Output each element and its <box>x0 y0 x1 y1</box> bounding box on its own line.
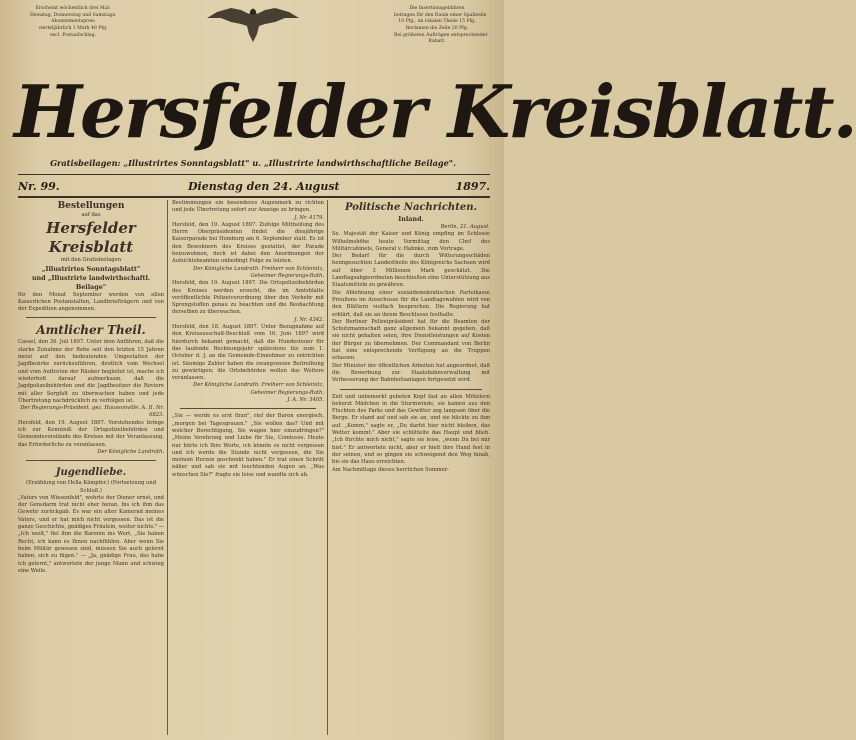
subscription-info-box <box>30 6 116 66</box>
rate-line: Bei größeren Aufträgen entsprechender <box>394 32 488 38</box>
news-text: Se. Majestät der Kaiser und König empfing im Schlosse Wilhelmshöhe heute Vormittag den Chef des Militärcabinets, General v. Hahnke, zum Vortrage. <box>332 231 490 252</box>
issue-year: 1897. <box>455 180 490 193</box>
order-subheading: auf das <box>81 212 101 218</box>
notice-reference: J. Nr. 4179. <box>294 214 324 221</box>
order-text: für den Monat September werden von allen Kaiserlichen Postanstalten, Landbriefträgern und von der Expedition angenommen. <box>18 291 164 313</box>
news-text: Der Bedarf für die durch Witterungsschäden heimgesuchten Landestheile des Königreichs Sachsen wird auf über 3 Millionen Mark geschätzt. Die Landtagsabgeordneten beschließen eine Unterstützung aus Staatsmitteln zu gewähren. <box>332 253 490 289</box>
column-right <box>332 200 490 735</box>
notice-text: Hersfeld, den 19. August 1897. Zufolge Mittheilung des Herrn Oberpräsidenten findet die diesjährige Kaiserparade bei Homburg am 6. September statt. Es ist den Bewohnern des Kreises gestattet, der Parade beizuwohnen, doch ist dabei den Anordnungen der Aufsichtsbeamten unbedingt Folge zu leisten. <box>172 221 324 265</box>
subscription-line: Erscheint wöchentlich drei Mal: <box>35 6 111 11</box>
column-left <box>18 200 164 735</box>
order-with: mit den Gratisbeilagen <box>60 257 122 264</box>
news-text: Die Ablehnung einer sozialdemokratischen Parteikasse Preußens im Ausschusse für die Landtagswahlen wird von den Blättern vielfach besprochen. Die Regierung hat erklärt, daß sie an ihrem Beschlusse festhalte. <box>332 289 490 318</box>
order-supplement-2: und „Illustrirte landwirthschaftl. Beilage" <box>31 273 151 291</box>
political-news-heading: Politische Nachrichten. <box>345 202 477 213</box>
subscription-line: Abonnementspreis <box>51 19 95 25</box>
notice-text: Hersfeld, den 18. August 1897. Unter Bezugnahme auf den Kreisausschuß-Beschluß vom 16. Juni 1897 wird hierdurch bekannt gemacht, daß die Hundesteuer für das laufende Rechnungsjahr spätestens bis zum 1. October d. J. an die Gemeinde-Einnehmer zu entrichten ist. Säumige Zahler haben die zwangsweise Beitreibung zu gewärtigen; die Ortsbehörden wollen das Weitere veranlassen. <box>172 324 324 382</box>
rate-line: Die Insertionsgebühren <box>409 6 465 11</box>
rate-line: betragen für den Raum einer Spaltzeile <box>394 12 487 18</box>
story-text: Zeit und unbemerkt gebeten Kopf fast an allen Mittelern beherzt Mädchen in die Sturmwinde, sie kamen aus den Fluchten des Parks und das Gewitter zog langsam über die Berge. Er stand auf und sah sie an, und sie blickte zu ihm auf. „Komm," sagte er, „Du darfst hier nicht bleiben, das Wetter kommt." Aber sie schüttelte das Haupt und blieb. „Ich fürchte mich nicht," sagte sie leise, „wenn Du bei mir bist." Er antwortete nicht, aber er hielt ihre Hand fest in der seinen, und so gingen sie schweigend den Weg hinab, bis sie das Haus erreichten. <box>332 393 490 466</box>
inland-heading: Inland. <box>398 215 424 223</box>
news-text: Der Berliner Polizeipräsident hat für die Beamten der Schutzmannschaft ganz allgemein bekannt gegeben, daß sie nicht gehalten seien, ihre Dienstleistungen auf Kosten der Bürger zu übernehmen. Der Commandant von Berlin hat eine entsprechende Verfügung an die Truppen erlassen. <box>332 318 490 362</box>
news-text: Der Minister der öffentlichen Arbeiten hat angeordnet, daß die Bewerbung zur Staatsbahnverwaltung mit Verbesserung der Bahnhofsanlagen fortgesetzt wird. <box>332 362 490 384</box>
newspaper-masthead: Hersfelder Kreisblatt. <box>14 69 856 154</box>
column-divider <box>327 200 328 735</box>
column-middle <box>172 200 324 735</box>
advertising-rates-box <box>394 6 488 66</box>
header-rule <box>18 174 490 175</box>
rate-line: 10 Pfg., im lokalen Theile 15 Pfg. <box>398 19 476 25</box>
dateline <box>18 178 490 196</box>
section-divider <box>180 408 316 409</box>
story-text: Am Nachmittage dieses herrlichen Sommer- <box>332 466 449 473</box>
section-divider <box>26 460 156 461</box>
supplements-subtitle: Gratisbeilagen: „Illustrirtes Sonntagsblatt" u. „Illustrirte landwirthschaftliche Beilage". <box>50 158 456 168</box>
rate-line: Rabatt. <box>428 39 446 45</box>
story-subheading: (Erzählung von Hella Kämpfer.) (Fortsetzung und Schluß.) <box>25 480 157 494</box>
subscription-line: excl. Postaufschlag. <box>49 32 97 38</box>
eagle-emblem-icon <box>205 4 301 44</box>
subscription-line: Dienstag, Donnerstag und Samstags. <box>30 12 117 18</box>
order-title: Hersfelder Kreisblatt <box>46 219 136 257</box>
notice-signature: Der Königliche Landrath. Freiherr von Schleinitz, Geheimer Regierungs-Rath. <box>193 265 324 279</box>
official-signature: Der Regierungs-Präsident. gez. Haussonville. A. II. Nr. 6823. <box>20 405 164 419</box>
story-text: „Vaters von Wiesenfeld", wehrte der Diener ernst, und der Gensdarm trat nicht eher heran, bis ich ihm das Gewehr zurückgab. Es war ein alter Kamerad meines Vaters, und er hat mich nicht vergessen. Das ist die ganze Geschichte, gnädiges Fräulein, weiter nichts." — „Ich weiß," fiel ihm die Baronin ins Wort, „Sie haben Recht, ich kann es Ihnen nachfühlen. Aber wenn Sie beim Militär gewesen sind, müssen Sie auch gelernt haben, sich zu fügen." — „Ja, gnädige Frau, das habe ich gelernt," antwortete der junge Mann und schwieg eine Weile. <box>18 494 164 574</box>
section-divider <box>340 389 482 390</box>
notice-signature: Der Königliche Landrath. Freiherr von Schleinitz, Geheimer Regierungs-Rath. <box>193 382 324 396</box>
column-divider <box>167 200 168 735</box>
official-notice: Cassel, den 30. Juli 1897. Unter dem Anführen, daß die starke Zunahme der Rehe seit den letzten 15 Jahren meist auf den bedeutenden Umgestalten der Jagdbezirke zurückzuführen, deutlich vom Wechsel und vom Auftreten der Räuber begleitet ist, mache ich wiederholt darauf aufmerksam, daß die Jagdpolizeibehörden und die Jagdbesitzer die Reviere mit aller Sorgfalt zu überwachen haben und jede Übertretung nachdrücklich zu verfolgen ist. <box>18 339 164 404</box>
notice-reference: J. Nr. 4342. <box>294 316 324 323</box>
order-heading: Bestellungen <box>57 201 125 211</box>
issue-number: Nr. 99. <box>18 180 60 193</box>
notice-text: Hersfeld, den 19. August 1897. Die Ortspolizeibehörden des Kreises werden ersucht, die im Amtsblatte veröffentlichte Polizeiverordnung über den Verkehr mit Sprengstoffen genau zu beachten und die Beobachtung derselben zu überwachen. <box>172 280 324 316</box>
official-section-heading: Amtlicher Theil. <box>36 323 146 338</box>
notice-reference: J. A. Nr. 3405. <box>287 397 324 404</box>
rate-line: Reclamen die Zeile 20 Pfg. <box>405 25 469 31</box>
order-supplement-1: „Illustrirtes Sonntagsblatt" <box>41 264 141 273</box>
section-divider <box>26 317 156 318</box>
notice-text: Bestimmungen ein besonderes Augenmerk zu richten und jede Übertretung sofort zur Anzeige zu bringen. <box>172 200 324 214</box>
subscription-line: vierteljährlich 1 Mark 40 Pfg. <box>38 25 108 31</box>
news-dateline: Berlin, 21. August. <box>440 224 490 230</box>
official-signature: Der Königliche Landrath. <box>97 448 164 455</box>
story-heading: Jugendliebe. <box>55 467 127 479</box>
issue-date: Dienstag den 24. August <box>188 180 340 193</box>
official-notice: Hersfeld, den 19. August 1897. Vorstehendes bringe ich zur Kenntniß der Ortspolizeibehörden und Gemeindevorstände des Kreises mit der Veranlassung, das Erforderliche zu veranlassen. <box>18 419 164 448</box>
dateline-rule <box>18 196 490 198</box>
story-text: „Sie — werde es erst thun", rief der Baron energisch, „morgen bei Tagesgrauen." „Sie wollen das? Und mit welcher Berechtigung, Sie wagen hier einzudringen?" „Meine Verehrung und Liebe für Sie, Comtesse. Heute nur hörte ich Ihre Worte, ich könnte es nicht vergessen und ich werde die Stunde nicht vergessen, die Sie meinem Herzen geschenkt haben." Er trat einen Schritt näher und sah sie mit leuchtenden Augen an. „Was wünschen Sie?" fragte sie leise und wandte sich ab. <box>172 413 324 478</box>
